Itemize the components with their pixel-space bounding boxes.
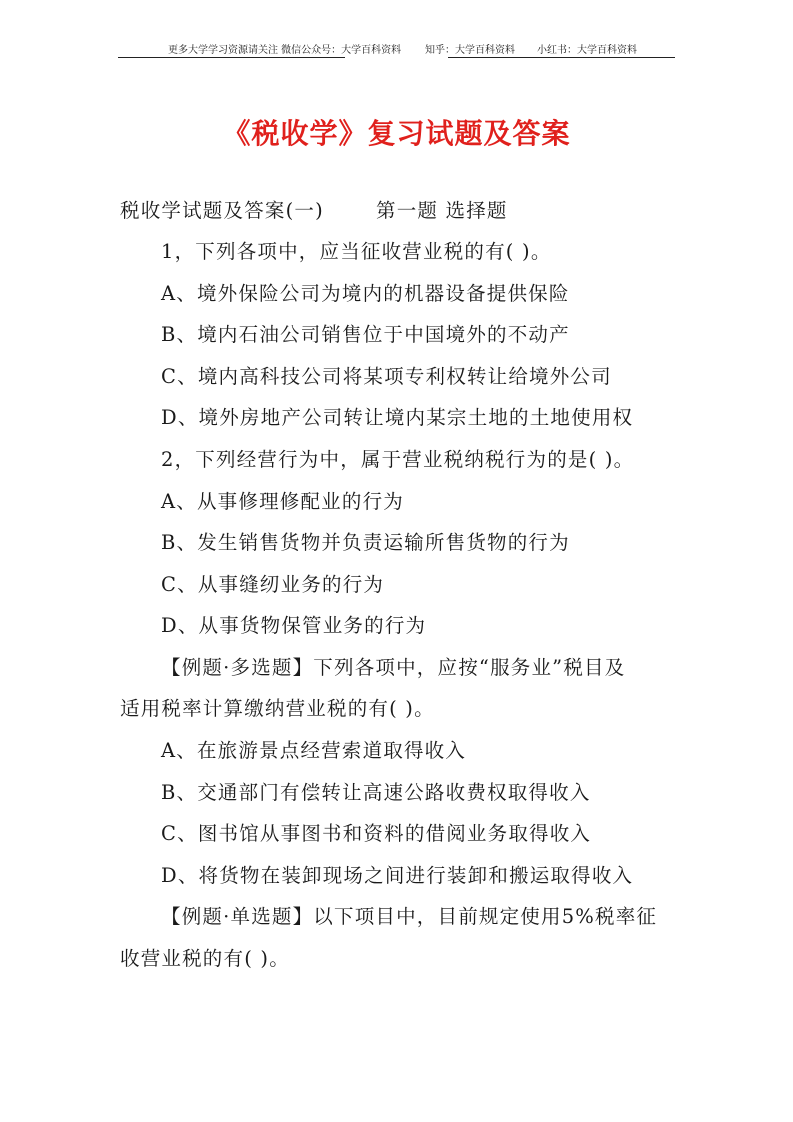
header-rule-left — [118, 57, 345, 58]
option-line: D、从事货物保管业务的行为 — [161, 614, 427, 637]
option-line: B、交通部门有偿转让高速公路收费权取得收入 — [161, 781, 591, 804]
page-title: 《税收学》复习试题及答案 — [222, 117, 571, 150]
question-line: 【例题·多选题】下列各项中，应按“服务业”税目及 — [161, 656, 626, 679]
intro-heading: 税收学试题及答案(一) — [120, 199, 324, 222]
question-line: 适用税率计算缴纳营业税的有( )。 — [120, 697, 435, 720]
option-line: C、从事缝纫业务的行为 — [161, 573, 385, 596]
header-xiaohongshu-text: 小红书：大学百科资料 — [537, 45, 637, 56]
option-line: A、在旅游景点经营索道取得收入 — [161, 739, 467, 762]
option-line: D、将货物在装卸现场之间进行装卸和搬运取得收入 — [161, 864, 634, 887]
question-line: 2，下列经营行为中，属于营业税纳税行为的是( )。 — [161, 448, 635, 471]
question-line: 收营业税的有( )。 — [120, 947, 290, 970]
question-line: 【例题·单选题】以下项目中，目前规定使用5%税率征 — [161, 905, 658, 928]
option-line: B、境内石油公司销售位于中国境外的不动产 — [161, 323, 570, 346]
option-line: B、发生销售货物并负责运输所售货物的行为 — [161, 531, 570, 554]
option-line: A、境外保险公司为境内的机器设备提供保险 — [161, 282, 570, 305]
option-line: C、图书馆从事图书和资料的借阅业务取得收入 — [161, 822, 592, 845]
question-line: 1，下列各项中，应当征收营业税的有( )。 — [161, 240, 552, 263]
header-zhihu-text: 知乎：大学百科资料 — [425, 45, 515, 56]
section-heading: 第一题 选择题 — [376, 199, 508, 222]
header-rule-right — [448, 57, 675, 58]
option-line: D、境外房地产公司转让境内某宗土地的土地使用权 — [161, 406, 634, 429]
header-wechat-text: 更多大学学习资源请关注 微信公众号：大学百科资料 — [168, 45, 402, 56]
option-line: A、从事修理修配业的行为 — [161, 490, 404, 513]
option-line: C、境内高科技公司将某项专利权转让给境外公司 — [161, 365, 612, 388]
